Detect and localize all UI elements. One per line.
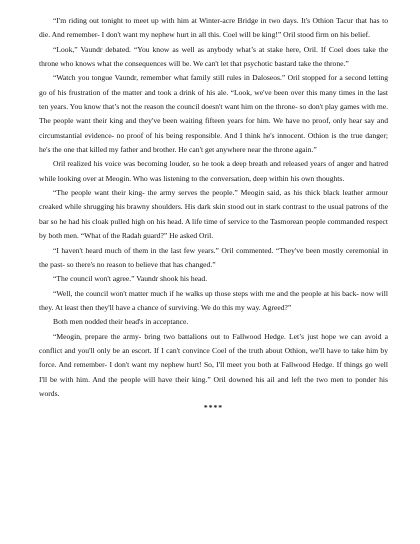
- paragraph-1: “I'm riding out tonight to meet up with him at Winter-acre Bridge in two days. It's Othion Tacur that has to die. And remember- I don't want my nephew hurt in all this. Coel will be king!” Oril stood firm on his belief.: [39, 16, 388, 40]
- paragraph-5: “The people want their king- the army serves the people.” Meogin said, as his thick black leather armour creaked while shrugging his brawny shoulders. His dark skin stood out in stark contrast to the usual patrons of the bar so he had his cloak pulled high on his head. A life time of service to the Tasmorean people commanded respect by both men. “What of the Radah guard?” He asked Oril.: [39, 188, 388, 241]
- paragraph-3: “Watch you tongue Vaundr, remember what family still rules in Daloseos.” Oril stopped for a second letting go of his frustration of the matter and took a drink of his ale. “Look, we've been over this many times in the last ten years. You know that’s not the reason the council doesn't want him on the throne- so don't play games with me. The people want their king and they've been waiting fifteen years for him. We have no proof, only hear say and circumstantial evidence- no proof of his being responsible. And I think he's innocent. Othion is the true danger; he's the one that killed my father and brother. He can't get anywhere near the throne again.”: [39, 73, 388, 155]
- paragraph-10: “Meogin, prepare the army- bring two battalions out to Fallwood Hedge. Let’s just hope we can avoid a conflict and you'll only be an escort. If I can't convince Coel of the truth about Othion, we'll have to take him by force. And remember- I don't want my nephew hurt! So, I'll meet you both at Fallwood Hedge. If things go well I'll be with him. And the people will have their king.” Oril downed his ail and left the two men to ponder his words.: [39, 331, 388, 398]
- paragraph-8: “Well, the council won't matter much if he walks up those steps with me and the people at his back- now will they. At least then they'll have a chance of surviving. We do this my way. Agreed?”: [39, 288, 388, 312]
- section-separator: ****: [203, 403, 224, 413]
- paragraph-7: “The council won't agree.” Vaundr shook his head.: [53, 274, 208, 284]
- paragraph-9: Both men nodded their head's in acceptance.: [53, 317, 189, 327]
- paragraph-4: Oril realized his voice was becoming louder, so he took a deep breath and released years of anger and hatred while looking over at Meogin. Who was listening to the conversation, deep within his own thoughts.: [39, 159, 388, 183]
- paragraph-6: “I haven't heard much of them in the last few years.” Oril commented. “They've been mostly ceremonial in the past- so there's no reason to believe that has changed.”: [39, 245, 388, 269]
- paragraph-2: “Look,” Vaundr debated. “You know as well as anybody what’s at stake here, Oril. If Coel does take the throne who knows what the consequences will be. We can't let that psychotic bastard take the throne.”: [39, 44, 388, 69]
